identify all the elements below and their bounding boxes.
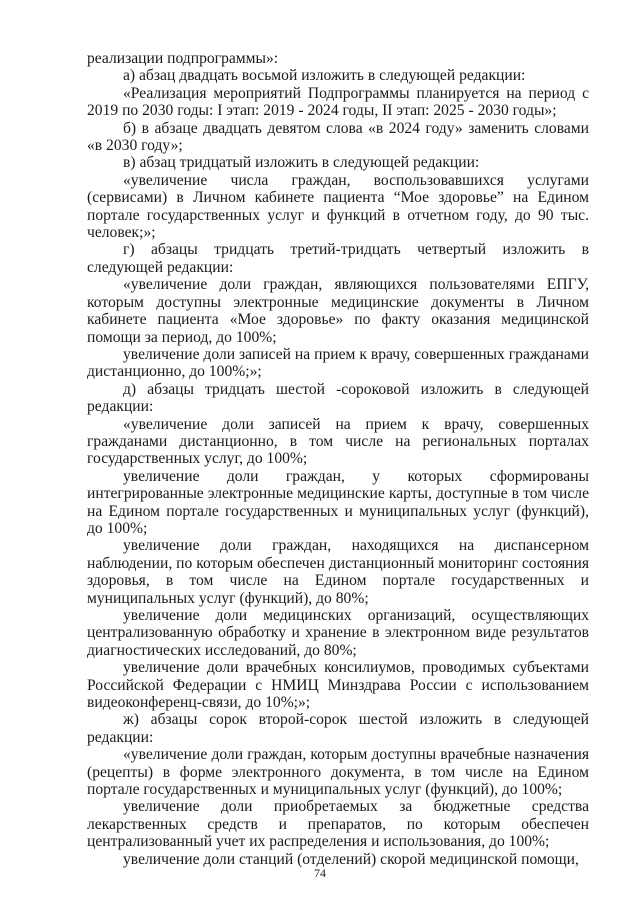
paragraph: а) абзац двадцать восьмой изложить в следующей редакции: xyxy=(123,67,526,85)
paragraph: ж) абзацы сорок второй-сорок шестой изложить в следующей редакции: xyxy=(87,711,589,746)
paragraph: «увеличение доли граждан, которым доступны врачебные назначения (рецепты) в форме электронного документа, в том числе на Едином портале государственных и муниципальных услуг (функций), до 100%; xyxy=(87,746,589,799)
page-number: 74 xyxy=(314,866,326,880)
paragraph: реализации подпрограммы»: xyxy=(87,50,279,67)
document-body xyxy=(87,50,589,868)
paragraph: увеличение доли станций (отделений) скорой медицинской помощи, xyxy=(123,850,579,868)
paragraph: в) абзац тридцатый изложить в следующей редакции: xyxy=(123,154,480,172)
paragraph: увеличение доли приобретаемых за бюджетные средства лекарственных средств и препаратов, по которым обеспечен централизованный учет их распределения и использования, до 100%; xyxy=(87,798,589,851)
paragraph: увеличение доли граждан, у которых сформированы интегрированные электронные медицинские карты, доступные в том числе на Едином портале государственных и муниципальных услуг (функций), до 100%; xyxy=(87,467,589,537)
paragraph: г) абзацы тридцать третий-тридцать четвертый изложить в следующей редакции: xyxy=(87,241,589,276)
paragraph: увеличение доли врачебных консилиумов, проводимых субъектами Российской Федерации с НМИЦ Минздрава России с использованием видеоконференц-связи, до 10%;»; xyxy=(87,659,589,712)
paragraph: «увеличение доли граждан, являющихся пользователями ЕПГУ, которым доступны электронные медицинские документы в Личном кабинете пациента «Мое здоровье» по факту оказания медицинской помощи за период, до 100%; xyxy=(87,276,589,346)
paragraph: увеличение доли медицинских организаций, осуществляющих централизованную обработку и хранение в электронном виде результатов диагностических исследований, до 80%; xyxy=(87,607,589,659)
paragraph: «увеличение доли записей на прием к врачу, совершенных гражданами дистанционно, в том числе на региональных порталах государственных услуг, до 100%; xyxy=(87,415,589,468)
paragraph: б) в абзаце двадцать девятом слова «в 2024 году» заменить словами «в 2030 году»; xyxy=(87,119,589,155)
paragraph: увеличение доли граждан, находящихся на диспансерном наблюдении, по которым обеспечен дистанционный мониторинг состояния здоровья, в том числе на Едином портале государственных и муниципальных услуг (функций), до 80%; xyxy=(87,537,589,607)
paragraph: увеличение доли записей на прием к врачу, совершенных гражданами дистанционно, до 100%;»; xyxy=(87,345,589,381)
paragraph: «увеличение числа граждан, воспользовавшихся услугами (сервисами) в Личном кабинете пациента “Мое здоровье” на Едином портале государственных услуг и функций в отчетном году, до 90 тыс. человек;»; xyxy=(87,171,589,242)
paragraph: д) абзацы тридцать шестой -сороковой изложить в следующей редакции: xyxy=(87,380,589,416)
paragraph: «Реализация мероприятий Подпрограммы планируется на период с 2019 по 2030 годы: I этап: 2019 - 2024 годы, II этап: 2025 - 2030 годы»; xyxy=(87,84,589,120)
